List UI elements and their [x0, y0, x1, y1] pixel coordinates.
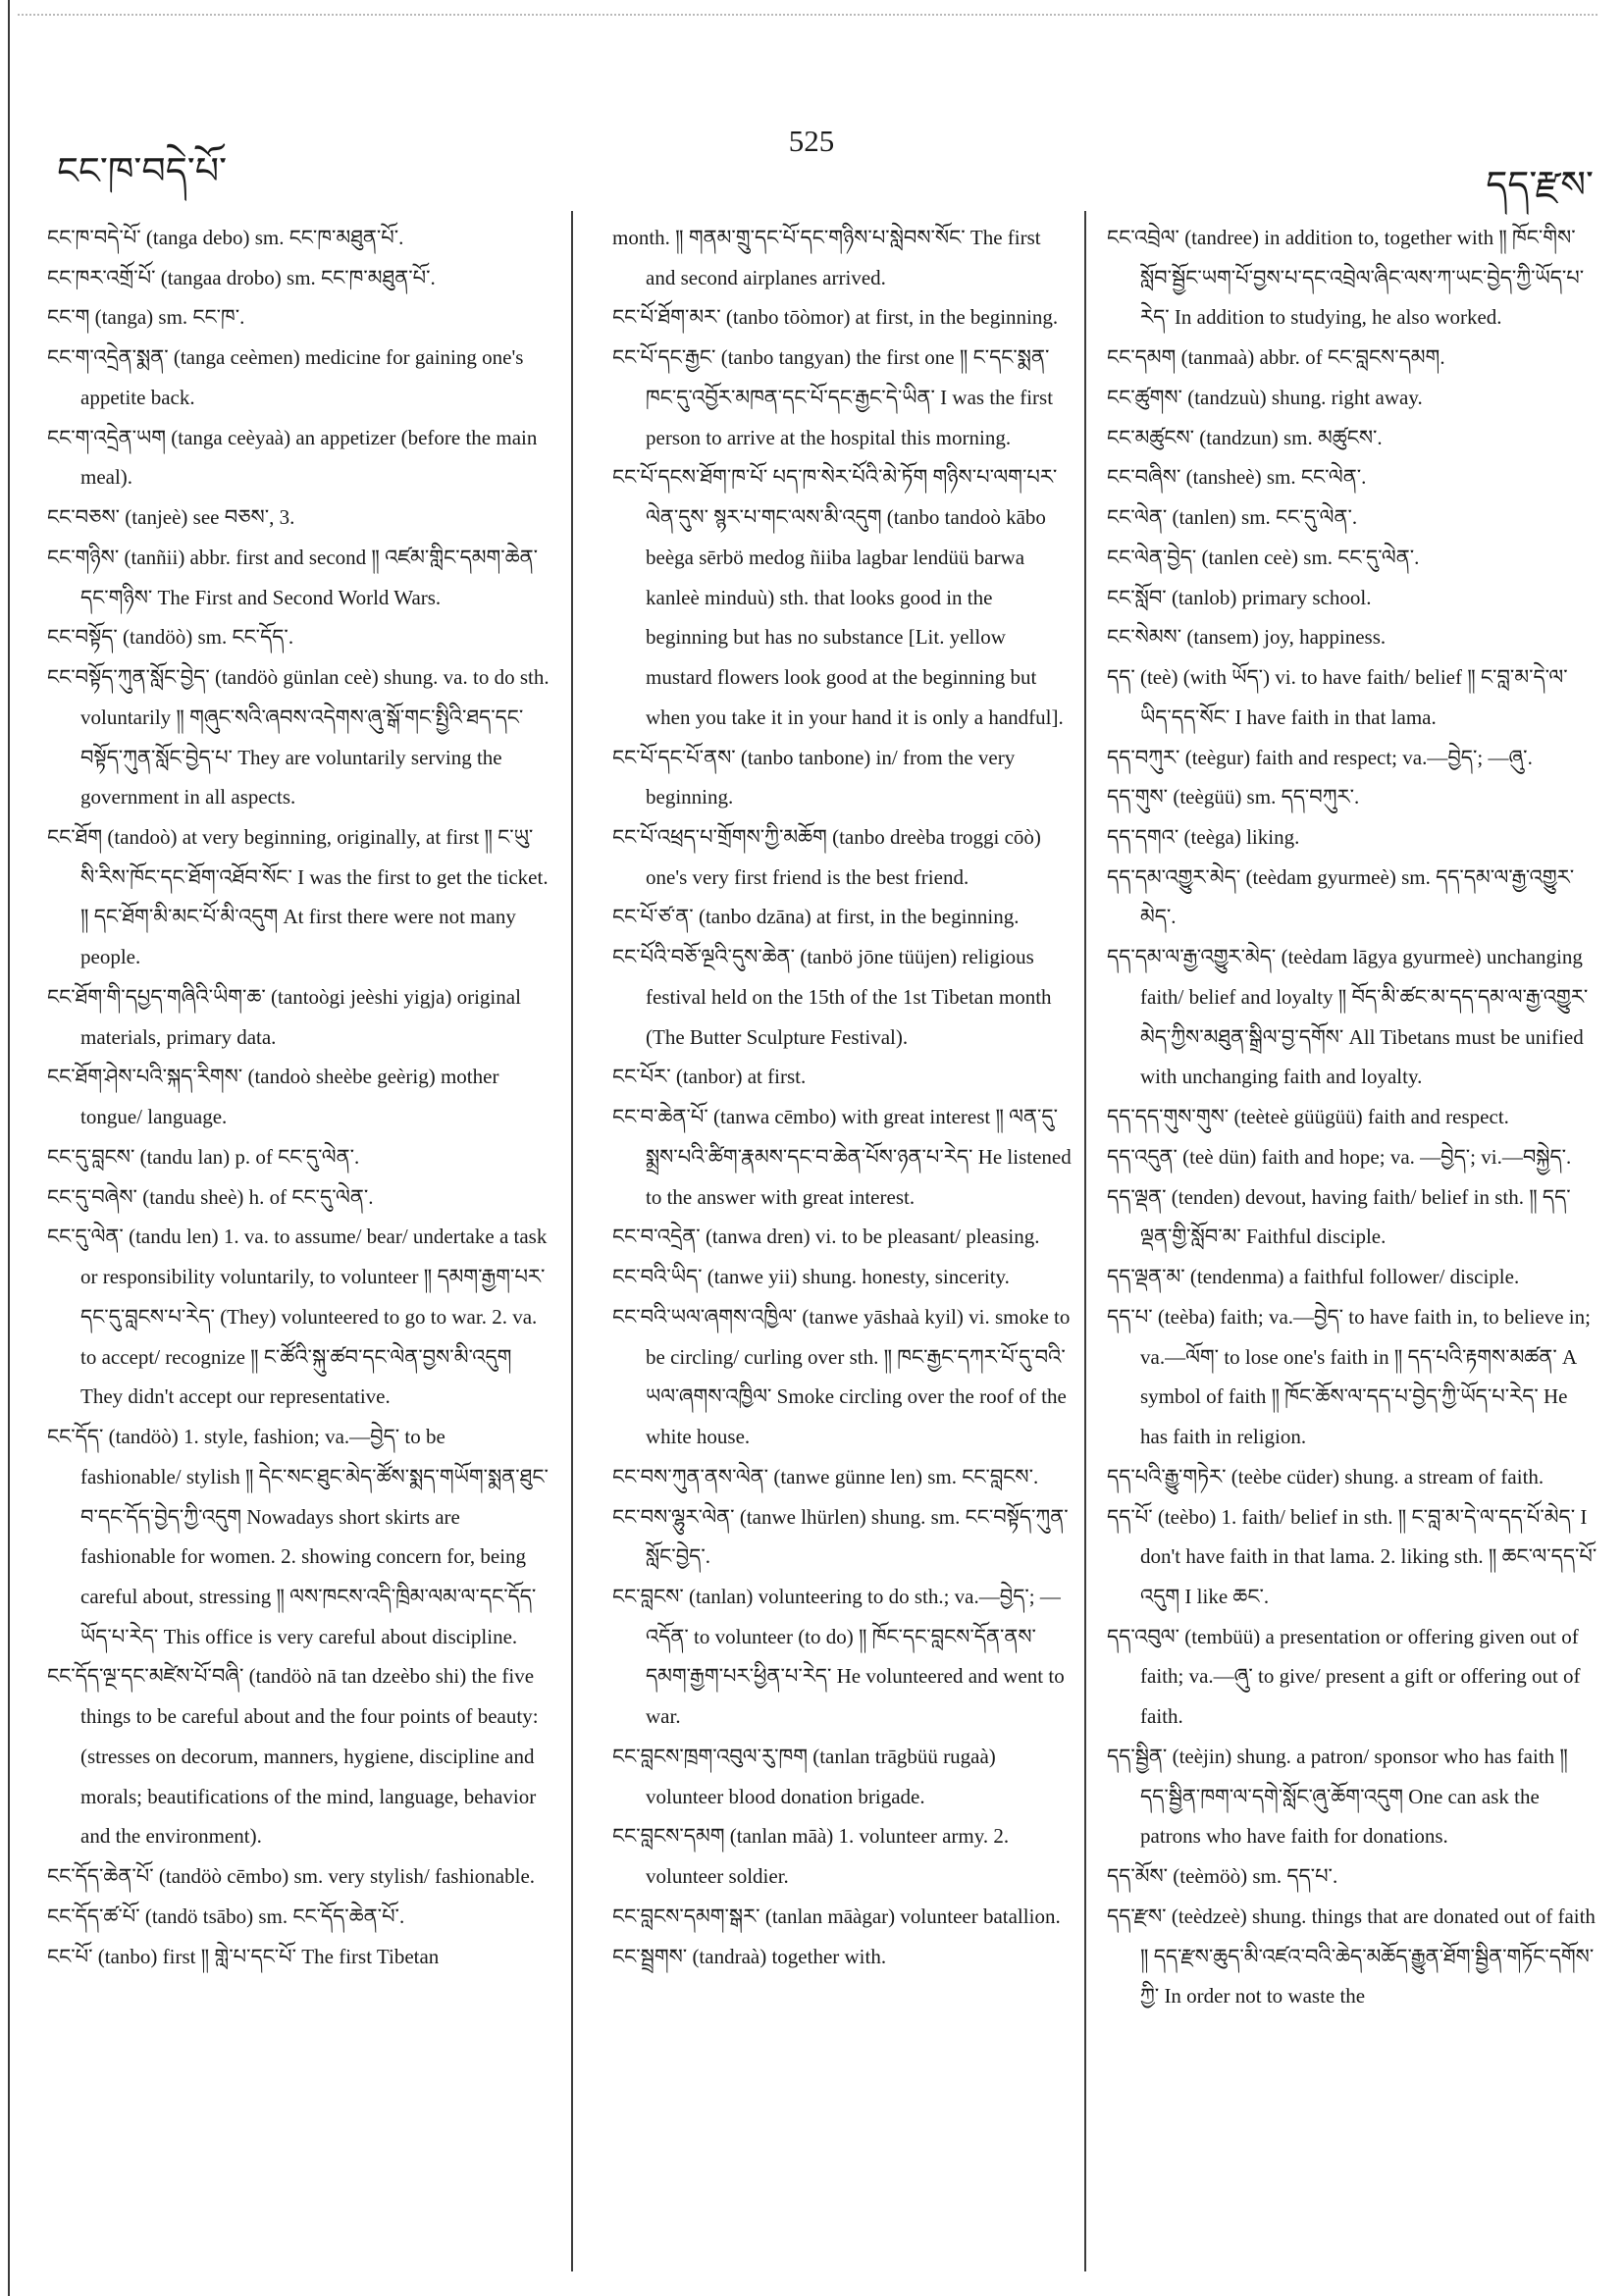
dictionary-entry: ངང་དམག (tanmaà) abbr. of ངང་བླངས་དམག.: [1107, 345, 1445, 370]
dictionary-entry: ངང་བཞིས་ (tansheè) sm. ངང་ལེན་.: [1107, 465, 1367, 490]
dictionary-entry: ངང་བཅས་ (tanjeè) see བཅས་, 3.: [47, 505, 295, 530]
dictionary-entry: ངང་པོའི་བཅོ་ལྔའི་དུས་ཆེན་ (tanbö jōne tüüjen) religious festival held on the 15th of the 1st Tibetan month (The Butter Sculpture Festival).: [612, 945, 1052, 1049]
dictionary-entry: ངང་པོར་ (tanbor) at first.: [612, 1065, 807, 1089]
dictionary-entry: ངང་བ་ཆེན་པོ་ (tanwa cēmbo) with great interest ༎ ལན་དུ་སྨྲས་པའི་ཚིག་རྣམས་དང་བ་ཆེན་པོས་ཉན་པ་རེད་ He listened to the answer with great interest.: [612, 1105, 1072, 1209]
dictionary-entry: ངང་དུ་ལེན་ (tandu len) 1. va. to assume/ bear/ undertake a task or responsibility voluntarily, to volunteer ༎ དམག་རྒྱག་པར་དང་དུ་བླངས་པ་རེད་ (They) volunteered to go to war. 2. va. to accept/ recognize ༎ ང་ཚོའི་སྐུ་ཚབ་དང་ལེན་བྱས་མི་འདུག They didn't accept our representative.: [47, 1225, 548, 1409]
dictionary-entry: ངང་ཁར་འགྲོ་པོ་ (tangaa drobo) sm. ངང་ཁ་མཐུན་པོ་.: [47, 265, 436, 289]
dictionary-entry: ངང་ཚུགས་ (tandzuù) shung. right away.: [1107, 385, 1423, 409]
dictionary-entry: དད་འདུན་ (teè dün) faith and hope; va. —བྱེད་; vi.—བསྐྱེད་.: [1107, 1144, 1572, 1169]
dictionary-entry: ངང་སློབ་ (tanlob) primary school.: [1107, 585, 1372, 609]
scan-dotted-edge: [18, 14, 1597, 18]
dictionary-entry: ངང་ཐོག (tandoò) at very beginning, originally, at first ༎ ང་ཡུ་སི་རིས་ཁོང་དང་ཐོག་འཐོབ་སོང་ I was the first to get the ticket. ༎ དང་ཐོག་མི་མང་པོ་མི་འདུག At first there were not many people.: [47, 825, 549, 969]
page-number: 525: [788, 124, 835, 158]
dictionary-entry: ངང་པོ་དང་རྒྱང་ (tanbo tangyan) the first one ༎ ང་དང་སྨན་ཁང་དུ་འབྱོར་མཁན་དང་པོ་དང་རྒྱང་དེ་ཡིན་ I was the first person to arrive at the hospital this morning.: [612, 345, 1054, 449]
column-3: [1107, 218, 1597, 2016]
dictionary-entry: ངང་དོད་ཚ་པོ་ (tandö tsābo) sm. ངང་དོད་ཆེན་པོ་.: [47, 1904, 405, 1928]
dictionary-entry: ངང་ག (tanga) sm. ངང་ཁ་.: [47, 305, 245, 330]
dictionary-entry: ངང་ལེན་བྱེད་ (tanlen ceè) sm. ངང་དུ་ལེན་.: [1107, 545, 1420, 569]
dictionary-entry: དད་པ་ (teèba) faith; va.—བྱེད་ to have faith in, to believe in; va.—ལོག་ to lose one's faith in ༎ དད་པའི་རྟགས་མཚན་ A symbol of faith ༎ ཁོང་ཆོས་ལ་དད་པ་བྱེད་ཀྱི་ཡོད་པ་རེད་ He has faith in religion.: [1107, 1304, 1591, 1449]
dictionary-entry: ངང་དོད་ལྔ་དང་མཛེས་པོ་བཞི་ (tandöò nā tan dzeèbo shi) the five things to be careful about and the four points of beauty: (stresses on decorum, manners, hygiene, discipline and morals; beautifications of the mind, language, behavior and the environment).: [47, 1664, 539, 1849]
column-1: [47, 218, 550, 1976]
dictionary-entry: ངང་ཁ་བདེ་པོ་ (tanga debo) sm. ངང་ཁ་མཐུན་པོ་.: [47, 226, 404, 249]
dictionary-entry: ངང་ལེན་ (tanlen) sm. ངང་དུ་ལེན་.: [1107, 505, 1358, 530]
dictionary-entry: ངང་ག་འདྲེན་སྨན་ (tanga ceèmen) medicine for gaining one's appetite back.: [47, 345, 524, 409]
dictionary-entry: month. ༎ གནམ་གྲུ་དང་པོ་དང་གཉིས་པ་སླེབས་སོང་ The first and second airplanes arrived.: [612, 226, 1041, 289]
dictionary-entry: ངང་པོ་ཙ་ན་ (tanbo dzāna) at first, in the beginning.: [612, 905, 1020, 929]
dictionary-entry: དད་པའི་རྒྱུ་གཏེར་ (teèbe cüder) shung. a stream of faith.: [1107, 1464, 1544, 1488]
dictionary-entry: ངང་བའི་ཡལ་ཞགས་འཁྱིལ་ (tanwe yāshaà kyil) vi. smoke to be circling/ curling over sth. ༎ ཁང་རྒྱང་དཀར་པོ་དུ་བའི་ཡལ་ཞགས་འཁྱིལ་ Smoke circling over the roof of the white house.: [612, 1304, 1071, 1449]
dictionary-entry: དད་པོ་ (teèbo) 1. faith/ belief in sth. ༎ ང་བླ་མ་དེ་ལ་དད་པོ་མེད་ I don't have faith in that lama. 2. liking sth. ༎ ཆང་ལ་དད་པོ་འདུག I like ཆང་.: [1107, 1504, 1597, 1608]
dictionary-entry: ངང་བ་འདྲེན་ (tanwa dren) vi. to be pleasant/ pleasing.: [612, 1225, 1040, 1249]
dictionary-entry: དད་གུས་ (teègüü) sm. དད་བཀུར་.: [1107, 785, 1360, 809]
dictionary-entry: ངང་བླངས་དམག་སྒར་ (tanlan māàgar) volunteer batallion.: [612, 1904, 1061, 1928]
dictionary-entry: ངང་དུ་བླངས་ (tandu lan) p. of ངང་དུ་ལེན་.: [47, 1144, 360, 1169]
dictionary-entry: དད་མོས་ (teèmöò) sm. དད་པ་.: [1107, 1864, 1338, 1889]
dictionary-entry: ངང་བླངས་ཁྲག་འབུལ་རུ་ཁག (tanlan trāgbüü rugaà) volunteer blood donation brigade.: [612, 1744, 996, 1808]
dictionary-entry: ངང་ག་འདྲེན་ཡག (tanga ceèyaà) an appetizer (before the main meal).: [47, 425, 538, 490]
dictionary-entry: དད་ (teè) (with ཡོད་) vi. to have faith/ belief ༎ ང་བླ་མ་དེ་ལ་ཡིད་དད་སོང་ I have faith in that lama.: [1107, 665, 1568, 729]
dictionary-entry: ངང་བའི་ཡིད་ (tanwe yii) shung. honesty, sincerity.: [612, 1265, 1010, 1289]
dictionary-entry: ངང་པོ་དངས་ཐོག་ཁ་པོ་ པད་ཁ་སེར་པོའི་མེ་ཏོག གཉིས་པ་ལག་པར་ལེན་དུས་ སྙར་པ་གང་ལས་མི་འདུག (tanbo tandoò kābo beèga sērbö medog ñiiba lagbar lendüü barwa kanleè minduù) sth. that looks good in the beginning but has no substance [Lit. yellow mustard flowers look good at the beginning but when you take it in your hand it is only a handful].: [612, 465, 1064, 729]
dictionary-entry: དད་འབུལ་ (tembüü) a presentation or offering given out of faith; va.—ཞུ་ to give/ present a gift or offering out of faith.: [1107, 1624, 1581, 1729]
dictionary-entry: དད་ལྡན་ (tenden) devout, having faith/ belief in sth. ༎ དད་ལྡན་གྱི་སློབ་མ་ Faithful disciple.: [1107, 1184, 1571, 1249]
dictionary-entry: ངང་འབྲེལ་ (tandree) in addition to, together with ༎ ཁོང་གིས་སློབ་སྦྱོང་ཡག་པོ་བྱས་པ་དང་འབྲེལ་ཞིང་ལས་ཀ་ཡང་བྱེད་ཀྱི་ཡོད་པ་རེད་ In addition to studying, he also worked.: [1107, 226, 1585, 330]
dictionary-entry: དད་རྫས་ (teèdzeè) shung. things that are donated out of faith ༎ དད་རྫས་ཆུད་མི་འཛའ་བའི་ཆེད་མཆོད་རྒྱུན་ཐོག་སྦྱིན་གཏོང་དགོས་ཀྱི་ In order not to waste the: [1107, 1904, 1596, 2009]
dictionary-entry: ངང་སྦྲགས་ (tandraà) together with.: [612, 1944, 887, 1968]
left-binding-rule: [8, 0, 10, 2296]
dictionary-entry: དད་བཀུར་ (teègur) faith and respect; va.—བྱེད་; —ཞུ་.: [1107, 745, 1533, 769]
dictionary-entry: ངང་པོ་འཕྲད་པ་གྲོགས་ཀྱི་མཆོག (tanbo dreèba troggi cōò) one's very first friend is the best friend.: [612, 825, 1041, 889]
dictionary-entry: ངང་སེམས་ (tansem) joy, happiness.: [1107, 625, 1387, 650]
dictionary-entry: ངང་དོད་ (tandöò) 1. style, fashion; va.—བྱེད་ to be fashionable/ stylish ༎ དེང་སང་ཐུང་མེད་ཚོས་སྨད་གཡོག་སྨན་ཐུང་བ་དང་དོད་བྱེད་ཀྱི་འདུག Nowadays short skirts are fashionable for women. 2. showing concern for, being careful about, stressing ༎ ལས་ཁངས་འདི་ཁྲིམ་ལམ་ལ་དང་དོད་ཡོད་པ་རེད་ This office is very careful about discipline.: [47, 1425, 549, 1648]
column-divider-1: [571, 211, 573, 2271]
dictionary-entry: དད་དམ་འགྱུར་མེད་ (teèdam gyurmeè) sm. དད་དམ་ལ་རྒྱ་འགྱུར་མེད་.: [1107, 864, 1575, 929]
dictionary-entry: ངང་དོད་ཆེན་པོ་ (tandöò cēmbo) sm. very stylish/ fashionable.: [47, 1864, 536, 1889]
dictionary-entry: ངང་མཚུངས་ (tandzun) sm. མཚུངས་.: [1107, 425, 1383, 449]
column-2: [612, 218, 1073, 1976]
dictionary-entry: དད་དམ་ལ་རྒྱ་འགྱུར་མེད་ (teèdam lāgya gyurmeè) unchanging faith/ belief and loyalty ༎ བོད་མི་ཚང་མ་དད་དམ་ལ་རྒྱ་འགྱུར་མེད་ཀྱིས་མཐུན་སྒྲིལ་བྱ་དགོས་ All Tibetans must be unified with unchanging faith and loyalty.: [1107, 945, 1589, 1089]
dictionary-entry: དད་དད་གུས་གུས་ (teèteè güügüü) faith and respect.: [1107, 1105, 1509, 1129]
dictionary-entry: དད་སྦྱིན་ (teèjin) shung. a patron/ sponsor who has faith ༎ དད་སྦྱིན་ཁག་ལ་དགེ་སློང་ཞུ་ཆོག་འདུག One can ask the patrons who have faith for donations.: [1107, 1744, 1568, 1849]
dictionary-entry: ངང་བས་ཀུན་ནས་ལེན་ (tanwe günne len) sm. ངང་བླངས་.: [612, 1464, 1039, 1488]
running-header-left: ངང་ཁ་བདེ་པོ་: [57, 149, 228, 192]
dictionary-entry: ངང་བསྟོད་ (tandöò) sm. ངང་དོད་.: [47, 625, 294, 650]
dictionary-entry: ངང་བླངས་ (tanlan) volunteering to do sth.; va.—བྱེད་; —འདོན་ to volunteer (to do) ༎ ཁོང་དང་བླངས་དོན་ནས་དམག་རྒྱག་པར་ཕྱིན་པ་རེད་ He volunteered and went to war.: [612, 1584, 1065, 1729]
dictionary-entry: ངང་ཐོག་ཤེས་པའི་སྐད་རིགས་ (tandoò sheèbe geèrig) mother tongue/ language.: [47, 1065, 499, 1129]
dictionary-entry: ངང་བསྟོད་ཀུན་སློང་བྱེད་ (tandöò günlan ceè) shung. va. to do sth. voluntarily ༎ གཞུང་སའི་ཞབས་འདེགས་ཞུ་སྒོ་གང་སྤྱིའི་ཐད་དང་བསྟོད་ཀུན་སློང་བྱེད་པ་ They are voluntarily serving the government in all aspects.: [47, 665, 550, 809]
column-divider-2: [1084, 211, 1086, 2271]
dictionary-entry: དད་དགའ་ (teèga) liking.: [1107, 825, 1300, 850]
dictionary-entry: ངང་པོ་ (tanbo) first ༎ གླེ་པ་དང་པོ་ The first Tibetan: [47, 1944, 440, 1968]
dictionary-entry: ངང་གཉིས་ (tanñii) abbr. first and second ༎ འཛམ་གླིང་དམག་ཆེན་དང་གཉིས་ The First and Second World Wars.: [47, 545, 539, 609]
dictionary-entry: དད་ལྡན་མ་ (tendenma) a faithful follower/ disciple.: [1107, 1265, 1520, 1289]
running-header-right: དད་རྫས་: [1486, 163, 1594, 206]
dictionary-entry: ངང་དུ་བཞེས་ (tandu sheè) h. of ངང་དུ་ལེན་.: [47, 1184, 374, 1209]
dictionary-entry: ངང་པོ་ཐོག་མར་ (tanbo tōòmor) at first, in the beginning.: [612, 305, 1059, 330]
dictionary-entry: ངང་བས་ལྷུར་ལེན་ (tanwe lhürlen) shung. sm. ངང་བསྟོད་ཀུན་སློང་བྱེད་.: [612, 1504, 1069, 1569]
dictionary-entry: ངང་པོ་དང་པོ་ནས་ (tanbo tanbone) in/ from the very beginning.: [612, 745, 1016, 809]
dictionary-entry: ངང་ཐོག་གི་དཔྱད་གཞིའི་ཡིག་ཆ་ (tantoògi jeèshi yigja) original materials, primary data.: [47, 984, 521, 1049]
dictionary-entry: ངང་བླངས་དམག (tanlan māà) 1. volunteer army. 2. volunteer soldier.: [612, 1824, 1010, 1889]
